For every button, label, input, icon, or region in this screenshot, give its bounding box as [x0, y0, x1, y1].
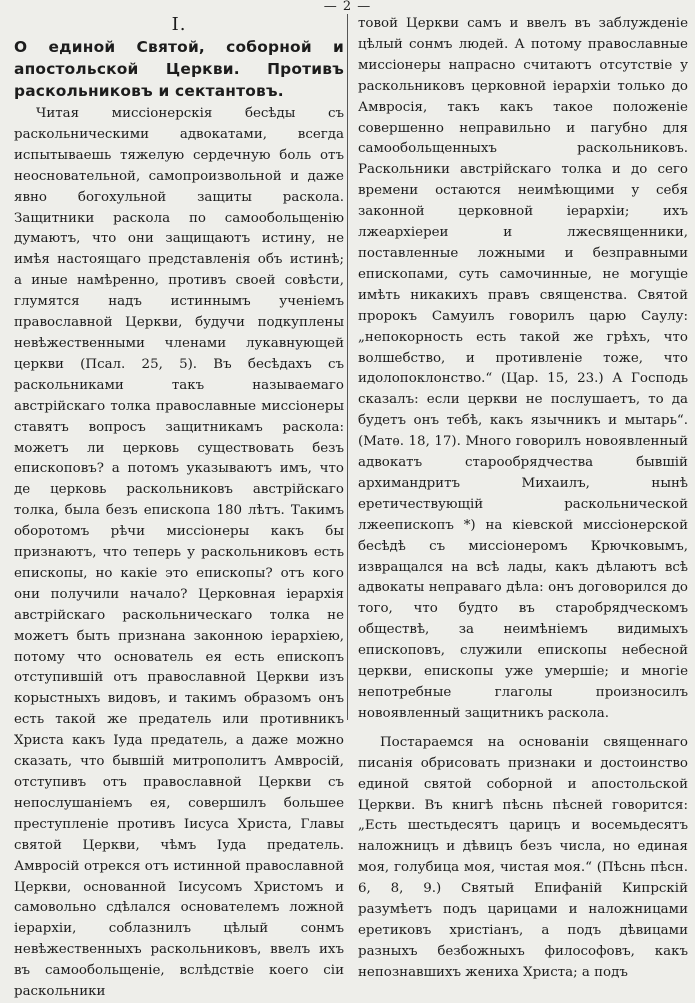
- left-column: [14, 14, 344, 1000]
- section-number: I.: [171, 14, 187, 35]
- paragraph-gap: [358, 725, 688, 733]
- column-divider: [347, 14, 348, 720]
- paragraph: Постараемся на основаніи священнаго писанія обрисовать признаки и достоинство единой святой соборной и апостольской Церкви. Въ книгѣ пѣснь пѣсней говорится: „Есть шестьдесятъ царицъ и восемьдесятъ наложницъ и дѣвицъ безъ числа, но единая моя, голубица моя, чистая моя.“ (Пѣснь пѣсн. 6, 8, 9.) Святый Епифаній Кипрскій разумѣетъ подъ царицами и наложницами еретиковъ христіанъ, а подъ дѣвицами разныхъ безбожныхъ философовъ, какъ непознавшихъ жениха Христа; а подъ: [358, 734, 688, 980]
- right-column: [358, 14, 688, 980]
- paragraph: товой Церкви самъ и ввелъ въ заблужденіе цѣлый сонмъ людей. А потому православные миссіонеры напрасно считаютъ отсутствіе у раскольниковъ церковной іерархіи только до Амвросія, такъ какъ такое положеніе совершенно неправильно и пагубно для самообольщенныхъ раскольниковъ. Раскольники австрійскаго толка и до сего времени остаются неимѣющими у себя законной церковной іерархіи; ихъ лжеархіереи и лжесвященники, поставленные ложными и безправными епископами, суть самочинные, не могущіе имѣть никакихъ правъ священства. Святой пророкъ Самуилъ говорилъ царю Саулу: „непокорность есть такой же грѣхъ, что волшебство, и противленіе тоже, что идолопоклонство.“ (Цар. 15, 23.) А Господь сказалъ: если церкви не послушаетъ, то да будетъ онъ тебѣ, какъ язычникъ и мытарь“. (Матѳ. 18, 17). Много говорилъ новоявленный адвокатъ старообрядчества бывшій архимандритъ Михаилъ, нынѣ еретичествующій раскольнической лжеепископъ *) на кіевской миссіонерской бесѣдѣ съ миссіонеромъ Крючковымъ, извращался на всѣ лады, какъ дѣлаютъ всѣ адвокаты неправаго дѣла: онъ договорился до того, что будто въ старобрядческомъ обществѣ, за неимѣніемъ видимыхъ епископовъ, служили епископы небесной церкви, епископы уже умершіе; и многіе непотребные глаголы произносилъ новоявленный защитникъ раскола.: [358, 16, 688, 721]
- article-title: О единой Святой, соборной и апостольской Церкви. Противъ раскольниковъ и сектантовъ.: [14, 38, 344, 100]
- paragraph: Читая миссіонерскія бесѣды съ раскольническими адвокатами, всегда испытываешь тяжелую сердечную боль отъ неосновательной, самопроизвольной и даже явно богохульной защиты раскола. Защитники раскола по самообольщенію думаютъ, что они защищаютъ истину, не имѣя настоящаго представленія объ истинѣ; а иные намѣренно, противъ своей совѣсти, глумятся надъ истиннымъ ученіемъ православной Церкви, будучи подкуплены невѣжественными членами лукавнующей церкви (Псал. 25, 5). Въ бесѣдахъ съ раскольниками такъ называемаго австрійскаго толка православные миссіонеры ставятъ вопросъ защитникамъ раскола: можетъ ли церковь существовать безъ епископовъ? а потомъ указываютъ имъ, что де церковь раскольниковъ австрійскаго толка, была безъ епископа 180 лѣтъ. Такимъ оборотомъ рѣчи миссіонеры какъ бы признаютъ, что теперь у раскольниковъ есть епископы, но какіе это епископы? отъ кого они получили начало? Церковная іерархія австрійскаго раскольническаго толка не можетъ быть признана законною іерархіею, потому что основатель ея есть епископъ отступившій отъ православной Церкви изъ корыстныхъ видовъ, и такимъ образомъ онъ есть такой же предатель или противникъ Христа какъ Іуда предатель, а даже можно сказать, что бывшій митрополитъ Амвросій, отступивъ отъ православной Церкви съ непослушаніемъ ея, совершилъ большее преступленіе противъ Іисуса Христа, Главы святой Церкви, чѣмъ Іуда предатель. Амвросій отрекся отъ истинной православной Церкви, основанной Іисусомъ Христомъ и самовольно сдѣлался основателемъ ложной іерархіи, соблазнилъ цѣлый сонмъ невѣжественныхъ раскольниковъ, ввелъ ихъ въ самообольщеніе, вслѣдствіе коего сіи раскольники: [14, 106, 344, 1000]
- page-number: — 2 —: [323, 0, 372, 14]
